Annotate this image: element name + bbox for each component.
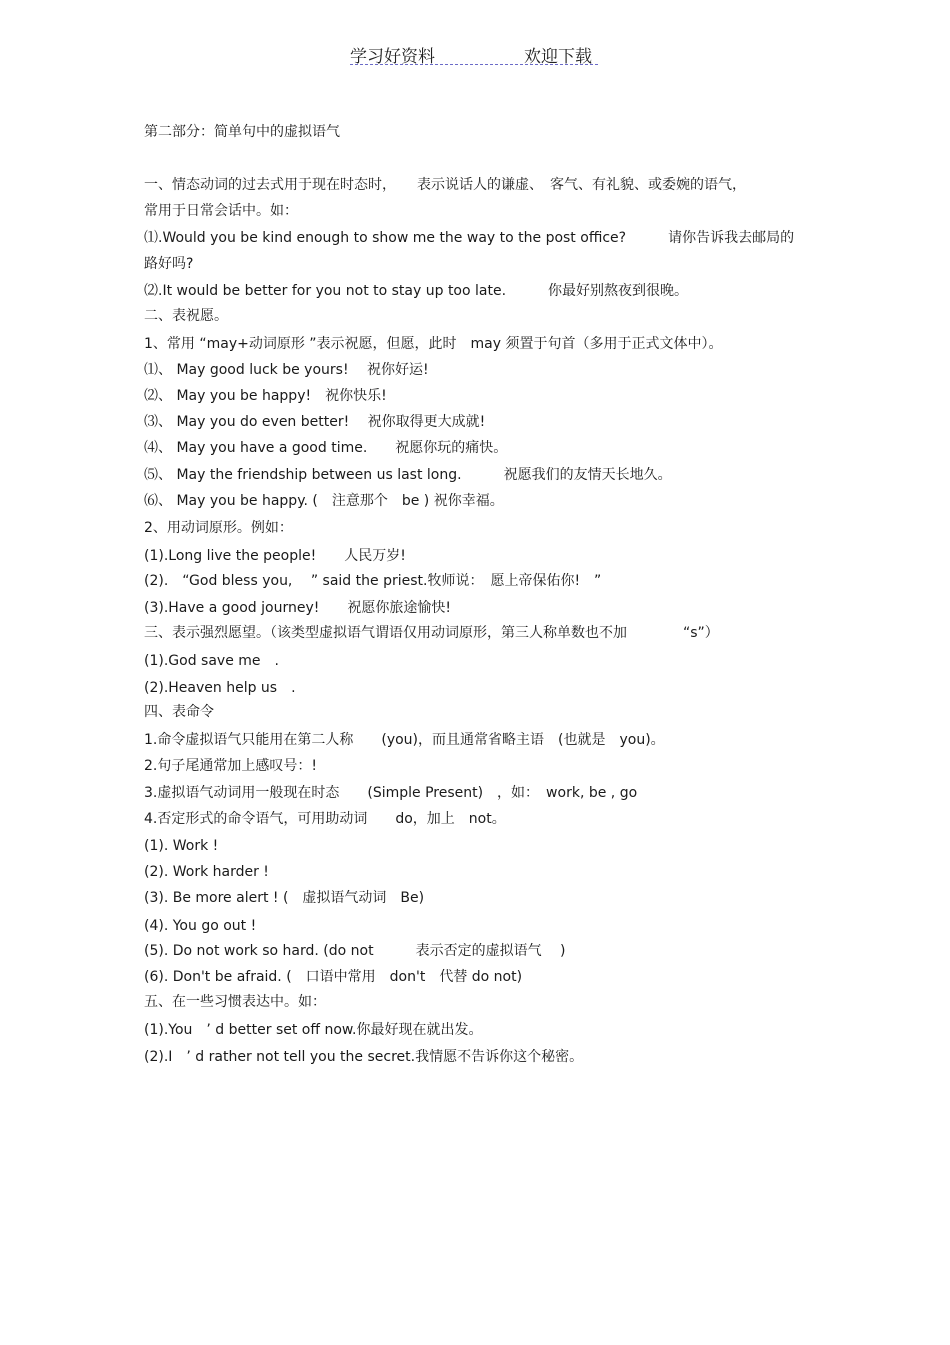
section-title: 第二部分：简单句中的虚拟语气 (144, 124, 340, 140)
text-line: 2.句子尾通常加上感叹号：! (144, 758, 317, 774)
text-line: (1).God save me . (144, 653, 279, 669)
text-line: ⑵、 May you be happy! 祝你快乐! (144, 388, 387, 404)
text-line: (5). Do not work so hard. (do not 表示否定的虚拟语气 ) (144, 943, 566, 959)
text-line: 二、表祝愿。 (144, 308, 228, 324)
text-line: (4). You go out ! (144, 918, 257, 934)
text-line: 3.虚拟语气动词用一般现在时态 (Simple Present) ，如： work, be , go (144, 785, 638, 801)
text-line: 一、情态动词的过去式用于现在时态时， 表示说话人的谦虚、 客气、有礼貌、或委婉的语气， (144, 177, 746, 193)
text-line: 三、表示强烈愿望。（该类型虚拟语气谓语仅用动词原形，第三人称单数也不加 “s”） (144, 625, 719, 641)
text-line: (1). Work ! (144, 838, 219, 854)
text-line: (6). Don't be afraid. ( 口语中常用 don't 代替 do not) (144, 969, 523, 985)
text-line: (1).You ’ d better set off now.你最好现在就出发。 (144, 1022, 483, 1038)
text-line: (1).Long live the people! 人民万岁! (144, 548, 406, 564)
page-header (350, 42, 598, 65)
text-line: (2). Work harder ! (144, 864, 269, 880)
text-line: (2). “God bless you, ” said the priest.牧师说： 愿上帝保佑你! ” (144, 573, 602, 589)
text-line: ⑴.Would you be kind enough to show me the way to the post office? 请你告诉我去邮局的 (144, 230, 795, 246)
text-line: 1.命令虚拟语气只能用在第二人称 (you)，而且通常省略主语 (也就是 you)。 (144, 732, 665, 748)
text-line: 2、用动词原形。例如： (144, 520, 293, 536)
text-line: ⑷、 May you have a good time. 祝愿你玩的痛快。 (144, 440, 508, 456)
text-line: ⑹、 May you be happy. ( 注意那个 be ) 祝你幸福。 (144, 493, 504, 509)
text-line: 五、在一些习惯表达中。如： (144, 994, 326, 1010)
text-line: (3).Have a good journey! 祝愿你旅途愉快! (144, 600, 451, 616)
text-line: 1、常用 “may+动词原形 ”表示祝愿，但愿，此时 may 须置于句首（多用于正式文体中）。 (144, 336, 723, 352)
header-left-text: 学习好资料 (350, 47, 435, 67)
text-line: 路好吗? (144, 256, 194, 272)
text-line: ⑴、 May good luck be yours! 祝你好运! (144, 362, 429, 378)
header-right-text: 欢迎下载 (524, 47, 592, 67)
text-line: 4.否定形式的命令语气，可用助动词 do，加上 not。 (144, 811, 506, 827)
text-line: (3). Be more alert ! ( 虚拟语气动词 Be) (144, 890, 425, 906)
text-line: 四、表命令 (144, 704, 214, 720)
text-line: (2).I ’ d rather not tell you the secret.我情愿不告诉你这个秘密。 (144, 1049, 584, 1065)
text-line: 常用于日常会话中。如： (144, 203, 298, 219)
text-line: ⑸、 May the friendship between us last long. 祝愿我们的友情天长地久。 (144, 467, 672, 483)
text-line: ⑵.It would be better for you not to stay up too late. 你最好别熬夜到很晚。 (144, 283, 689, 299)
text-line: ⑶、 May you do even better! 祝你取得更大成就! (144, 414, 486, 430)
text-line: (2).Heaven help us . (144, 680, 296, 696)
